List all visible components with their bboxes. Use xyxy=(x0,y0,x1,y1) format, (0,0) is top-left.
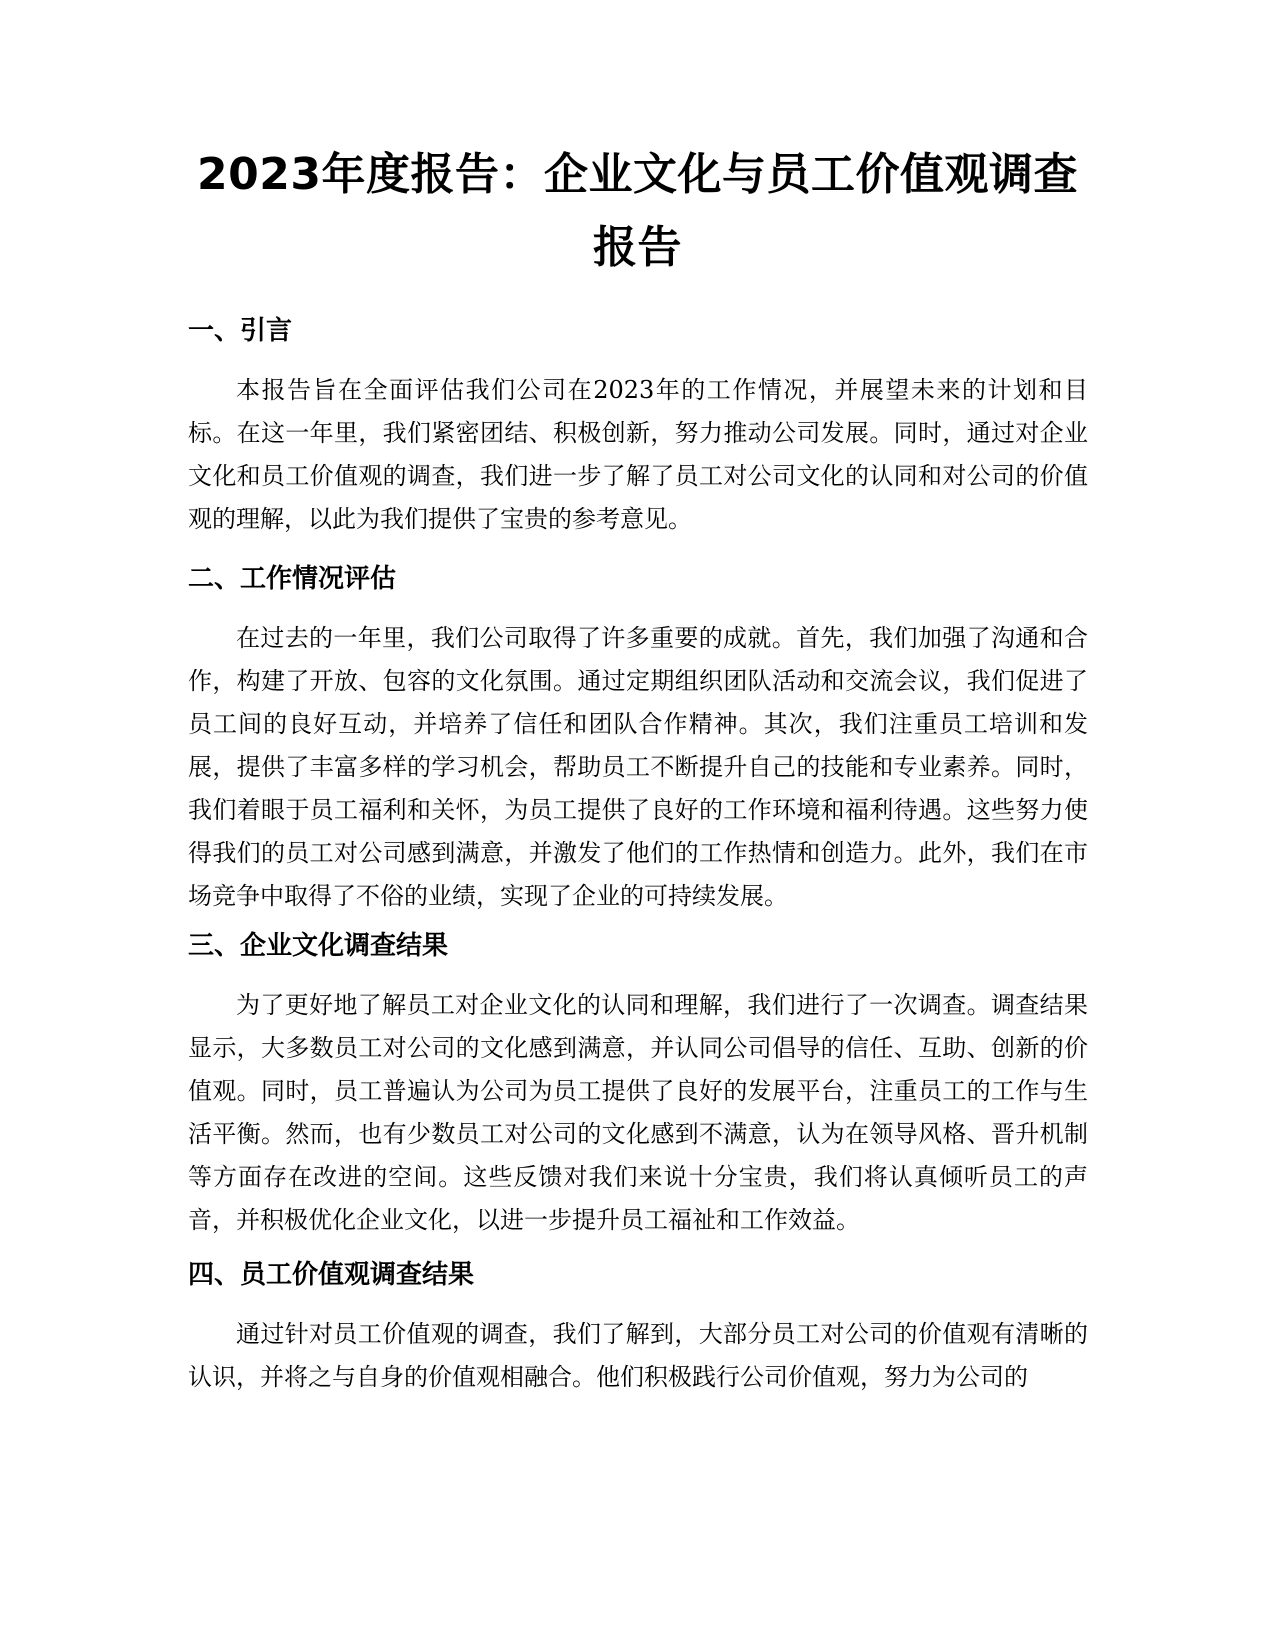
section-heading-values-survey: 四、员工价值观调查结果 xyxy=(188,1260,475,1290)
section-paragraph-culture-survey: 为了更好地了解员工对企业文化的认同和理解，我们进行了一次调查。调查结果显示，大多数员工对公司的文化感到满意，并认同公司倡导的信任、互助、创新的价值观。同时，员工普遍认为公司为员工提供了良好的发展平台，注重员工的工作与生活平衡。然而，也有少数员工对公司的文化感到不满意，认为在领导风格、晋升机制等方面存在改进的空间。这些反馈对我们来说十分宝贵，我们将认真倾听员工的声音，并积极优化企业文化，以进一步提升员工福祉和工作效益。 xyxy=(188,991,1088,1234)
document-title: 2023年度报告：企业文化与员工价值观调查报告 xyxy=(197,149,1078,273)
section-heading-work-evaluation: 二、工作情况评估 xyxy=(188,564,397,594)
section-heading-culture-survey: 三、企业文化调查结果 xyxy=(188,931,449,961)
section-paragraph-introduction: 本报告旨在全面评估我们公司在2023年的工作情况，并展望未来的计划和目标。在这一年里，我们紧密团结、积极创新，努力推动公司发展。同时，通过对企业文化和员工价值观的调查，我们进一步了解了员工对公司文化的认同和对公司的价值观的理解，以此为我们提供了宝贵的参考意见。 xyxy=(188,376,1088,533)
section-paragraph-values-survey: 通过针对员工价值观的调查，我们了解到，大部分员工对公司的价值观有清晰的认识，并将之与自身的价值观相融合。他们积极践行公司价值观，努力为公司的 xyxy=(188,1320,1088,1391)
section-heading-introduction: 一、引言 xyxy=(188,316,293,346)
section-paragraph-work-evaluation: 在过去的一年里，我们公司取得了许多重要的成就。首先，我们加强了沟通和合作，构建了开放、包容的文化氛围。通过定期组织团队活动和交流会议，我们促进了员工间的良好互动，并培养了信任和团队合作精神。其次，我们注重员工培训和发展，提供了丰富多样的学习机会，帮助员工不断提升自己的技能和专业素养。同时，我们着眼于员工福利和关怀，为员工提供了良好的工作环境和福利待遇。这些努力使得我们的员工对公司感到满意，并激发了他们的工作热情和创造力。此外，我们在市场竞争中取得了不俗的业绩，实现了企业的可持续发展。 xyxy=(188,624,1088,910)
